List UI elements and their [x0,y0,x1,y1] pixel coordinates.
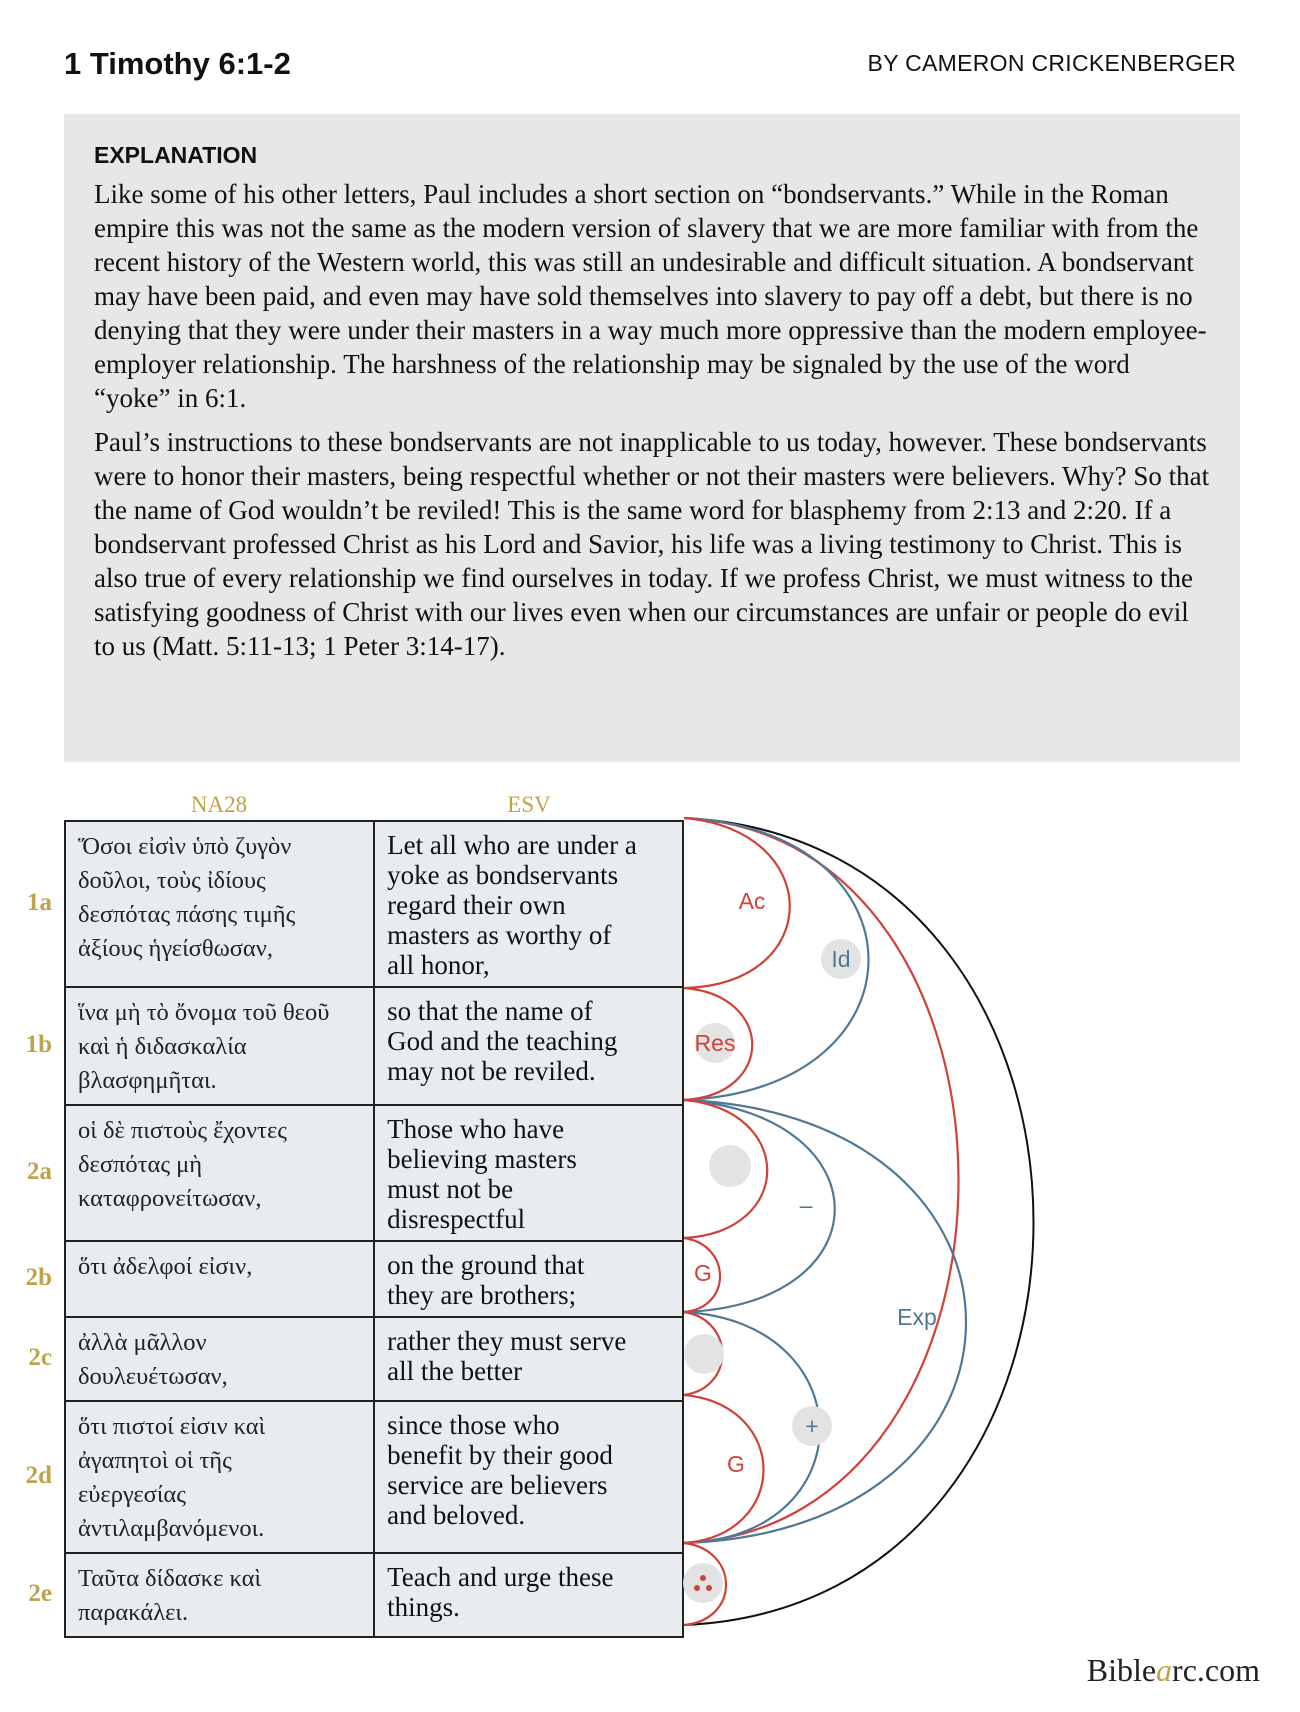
greek-line: δεσπότας πάσης τιμῆς [78,901,296,928]
greek-line: εὐεργεσίας [78,1481,186,1508]
greek-line: οἱ δὲ πιστοὺς ἔχοντες [78,1117,287,1144]
verse-reference: 2d [25,1462,52,1489]
outer-arc-black [684,818,1034,1625]
red-dot [694,1585,700,1591]
arc-label-minus: – [799,1192,813,1218]
esv-line: all honor, [387,950,490,980]
arc-red-g2 [684,1395,764,1543]
page-title: 1 Timothy 6:1-2 [64,46,291,81]
arc-label-res: Res [694,1030,736,1056]
greek-line: παρακάλει. [78,1599,189,1626]
greek-line: δοῦλοι, τοὺς ἰδίους [78,867,266,894]
esv-line: may not be reviled. [387,1056,596,1086]
greek-line: ἀλλὰ μᾶλλον [78,1329,207,1356]
esv-line: service are believers [387,1470,608,1500]
esv-line: God and the teaching [387,1026,618,1056]
verse-reference: 2a [27,1158,52,1185]
verse-reference: 2e [28,1580,52,1607]
red-dot [706,1585,712,1591]
arc-label-plus: + [805,1413,819,1439]
arc-label-id: Id [831,946,851,972]
red-dot [700,1575,706,1581]
esv-line: benefit by their good [387,1440,613,1470]
greek-line: ὅτι ἀδελφοί εἰσιν, [78,1253,253,1280]
arc-label-g1: G [694,1260,712,1286]
arc-label-g2: G [727,1451,745,1477]
esv-line: rather they must serve [387,1326,627,1356]
esv-line: yoke as bondservants [387,860,619,890]
esv-line: they are brothers; [387,1280,577,1310]
arc-label-ac: Ac [738,888,766,914]
esv-line: masters as worthy of [387,920,612,950]
verse-reference: 1b [25,1031,52,1058]
biblearc-logo [1087,1652,1260,1689]
greek-line: Ταῦτα δίδασκε καὶ [78,1565,262,1592]
explanation-paragraph: Like some of his other letters, Paul includes a short section on “bondservants.” While in the Roman empire this was not the same as the modern version of slavery that we are more familiar with from the recent history of the Western world, this was still an undesirable and difficult situation. A bondservant may have been paid, and even may have sold themselves into slavery to pay off a debt, but there is no denying that they were under their masters in a way much more oppressive than the modern employee-employer relationship. The harshness of the relationship may be signaled by the use of the word “yoke” in 6:1. [94,179,1207,413]
esv-line: so that the name of [387,996,593,1026]
greek-line: δουλευέτωσαν, [78,1363,228,1390]
greek-line: ἀντιλαμβανόμενοι. [78,1515,265,1542]
column-header-na28: NA28 [190,792,248,817]
greek-line: δεσπότας μὴ [78,1151,203,1178]
column-header-esv: ESV [507,792,551,817]
esv-line: Let all who are under a [387,830,637,860]
esv-line: disrespectful [387,1204,526,1234]
verse-reference: 2b [25,1264,52,1291]
esv-line: all the better [387,1356,523,1386]
greek-line: καταφρονείτωσαν, [78,1185,262,1212]
logo-mark: a [1156,1652,1173,1688]
greek-line: ἀγαπητοὶ οἱ τῆς [78,1447,232,1474]
esv-line: believing masters [387,1144,577,1174]
explanation-paragraph: Paul’s instructions to these bondservants are not inapplicable to us today, however. These bondservants were to honor their masters, being respectful whether or not their masters were believers. Why? So that the name of God wouldn’t be reviled! This is the same word for blasphemy from 2:13 and 2:20. If a bondservant professed Christ as his Lord and Savior, his life was a living testimony to Christ. This is also true of every relationship we find ourselves in today. If we profess Christ, we must witness to the satisfying goodness of Christ with our lives even when our circumstances are unfair or people do evil to us (Matt. 5:11-13; 1 Peter 3:14-17). [94,427,1210,661]
esv-line: and beloved. [387,1500,526,1530]
esv-line: on the ground that [387,1250,585,1280]
logo-text: Bible [1086,1652,1157,1688]
esv-line: Teach and urge these [387,1562,614,1592]
greek-line: Ὅσοι εἰσὶν ὑπὸ ζυγὸν [78,833,292,860]
arc-label-exp: Exp [897,1304,937,1330]
esv-line: regard their own [387,890,566,920]
esv-line: since those who [387,1410,560,1440]
esv-line: Those who have [387,1114,565,1144]
greek-line: ὅτι πιστοί εἰσιν καὶ [78,1413,266,1440]
verse-reference: 2c [28,1344,52,1371]
greek-line: ἵνα μὴ τὸ ὄνομα τοῦ θεοῦ [78,999,330,1026]
empty-label-circle [709,1145,751,1187]
esv-line: must not be [387,1174,514,1204]
empty-label-circle [684,1334,724,1374]
verse-reference: 1a [27,889,52,916]
esv-line: things. [387,1592,460,1622]
author-byline: BY CAMERON CRICKENBERGER [867,50,1236,76]
ellipsis-label-circle [683,1563,723,1603]
greek-line: καὶ ἡ διδασκαλία [78,1033,247,1060]
explanation-heading: EXPLANATION [94,142,258,168]
arc-red-ac [684,818,790,988]
greek-line: βλασφημῆται. [78,1067,217,1094]
logo-text: rc.com [1172,1652,1260,1688]
greek-line: ἀξίους ἡγείσθωσαν, [78,935,273,962]
